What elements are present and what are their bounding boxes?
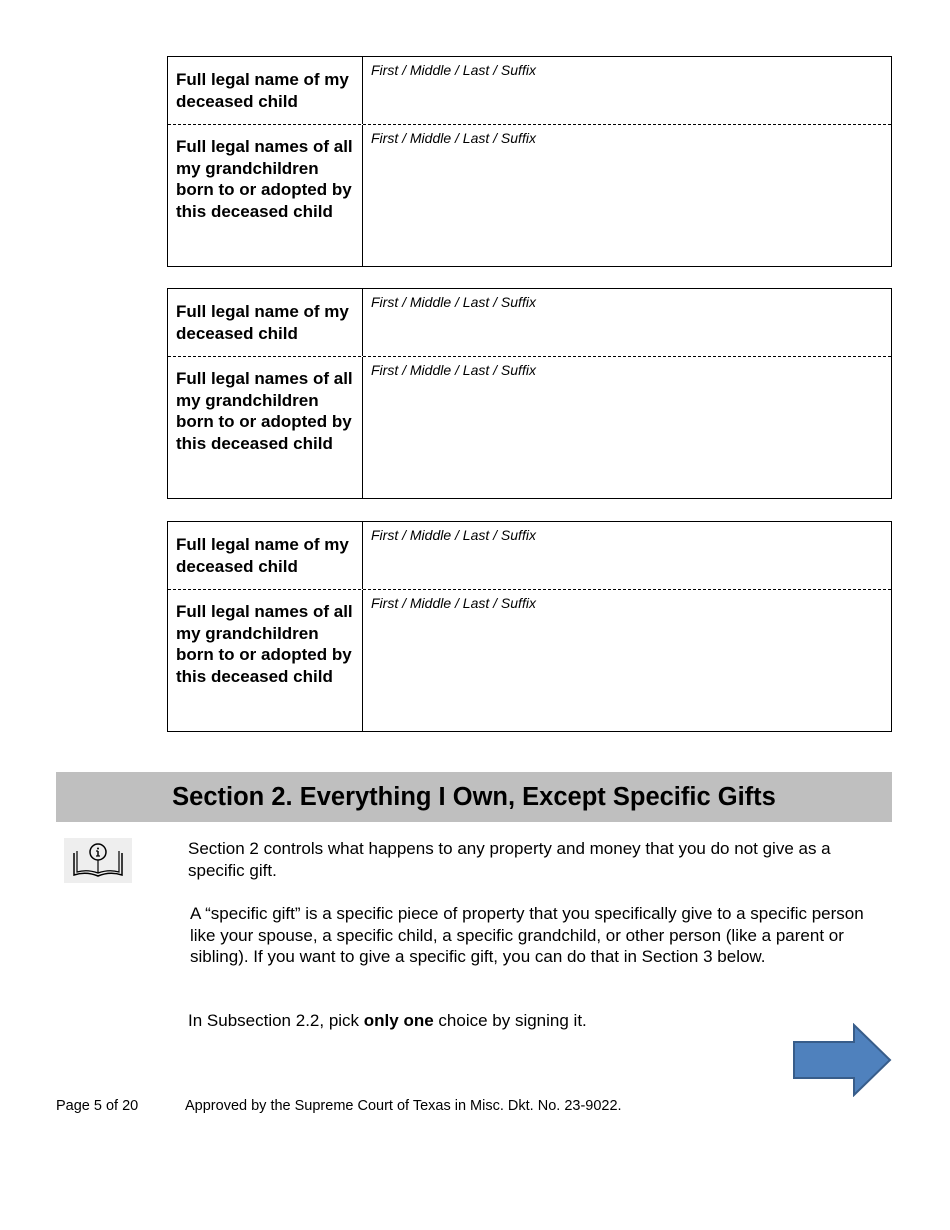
grandchildren-label: Full legal names of all my grandchildren born to or adopted by this deceased child (168, 125, 363, 266)
grandchildren-label: Full legal names of all my grandchildren born to or adopted by this deceased child (168, 590, 363, 731)
info-book-icon (64, 838, 132, 883)
deceased-child-name-field[interactable]: First / Middle / Last / Suffix (371, 527, 536, 543)
info-book-icon-graphic (70, 841, 126, 881)
deceased-child-label: Full legal name of my deceased child (168, 289, 363, 356)
deceased-child-table-3 (167, 521, 892, 732)
grandchildren-names-field[interactable]: First / Middle / Last / Suffix (371, 130, 536, 146)
section-title: Section 2. Everything I Own, Except Specific Gifts (172, 782, 776, 811)
approval-notice: Approved by the Supreme Court of Texas in Misc. Dkt. No. 23-9022. (185, 1098, 622, 1114)
deceased-child-table-2 (167, 288, 892, 499)
only-one-emphasis: only one (363, 1011, 434, 1030)
grandchildren-row (168, 125, 891, 266)
deceased-child-row (168, 57, 891, 125)
subsection-instruction: In Subsection 2.2, pick only one choice by signing it. (188, 1011, 587, 1030)
deceased-child-row (168, 289, 891, 357)
deceased-child-name-field[interactable]: First / Middle / Last / Suffix (371, 62, 536, 78)
right-arrow-icon (792, 1023, 892, 1097)
deceased-child-label: Full legal name of my deceased child (168, 57, 363, 124)
grandchildren-row (168, 357, 891, 498)
section-2-heading (56, 772, 892, 822)
grandchildren-names-field[interactable]: First / Middle / Last / Suffix (371, 595, 536, 611)
grandchildren-names-field[interactable]: First / Middle / Last / Suffix (371, 362, 536, 378)
grandchildren-row (168, 590, 891, 731)
deceased-child-label: Full legal name of my deceased child (168, 522, 363, 589)
specific-gift-definition: A “specific gift” is a specific piece of property that you specifically give to a specific person like your spouse, a specific child, a specific grandchild, or other person (like a parent or sibling). If you want to give a specific gift, you can do that in Section 3 below. (190, 904, 864, 966)
page-number: Page 5 of 20 (56, 1098, 139, 1114)
deceased-child-table-1 (167, 56, 892, 267)
section-2-intro: Section 2 controls what happens to any property and money that you do not give as a specific gift. (188, 839, 831, 880)
grandchildren-label: Full legal names of all my grandchildren born to or adopted by this deceased child (168, 357, 363, 498)
next-page-arrow[interactable] (792, 1023, 892, 1102)
deceased-child-name-field[interactable]: First / Middle / Last / Suffix (371, 294, 536, 310)
deceased-child-row (168, 522, 891, 590)
